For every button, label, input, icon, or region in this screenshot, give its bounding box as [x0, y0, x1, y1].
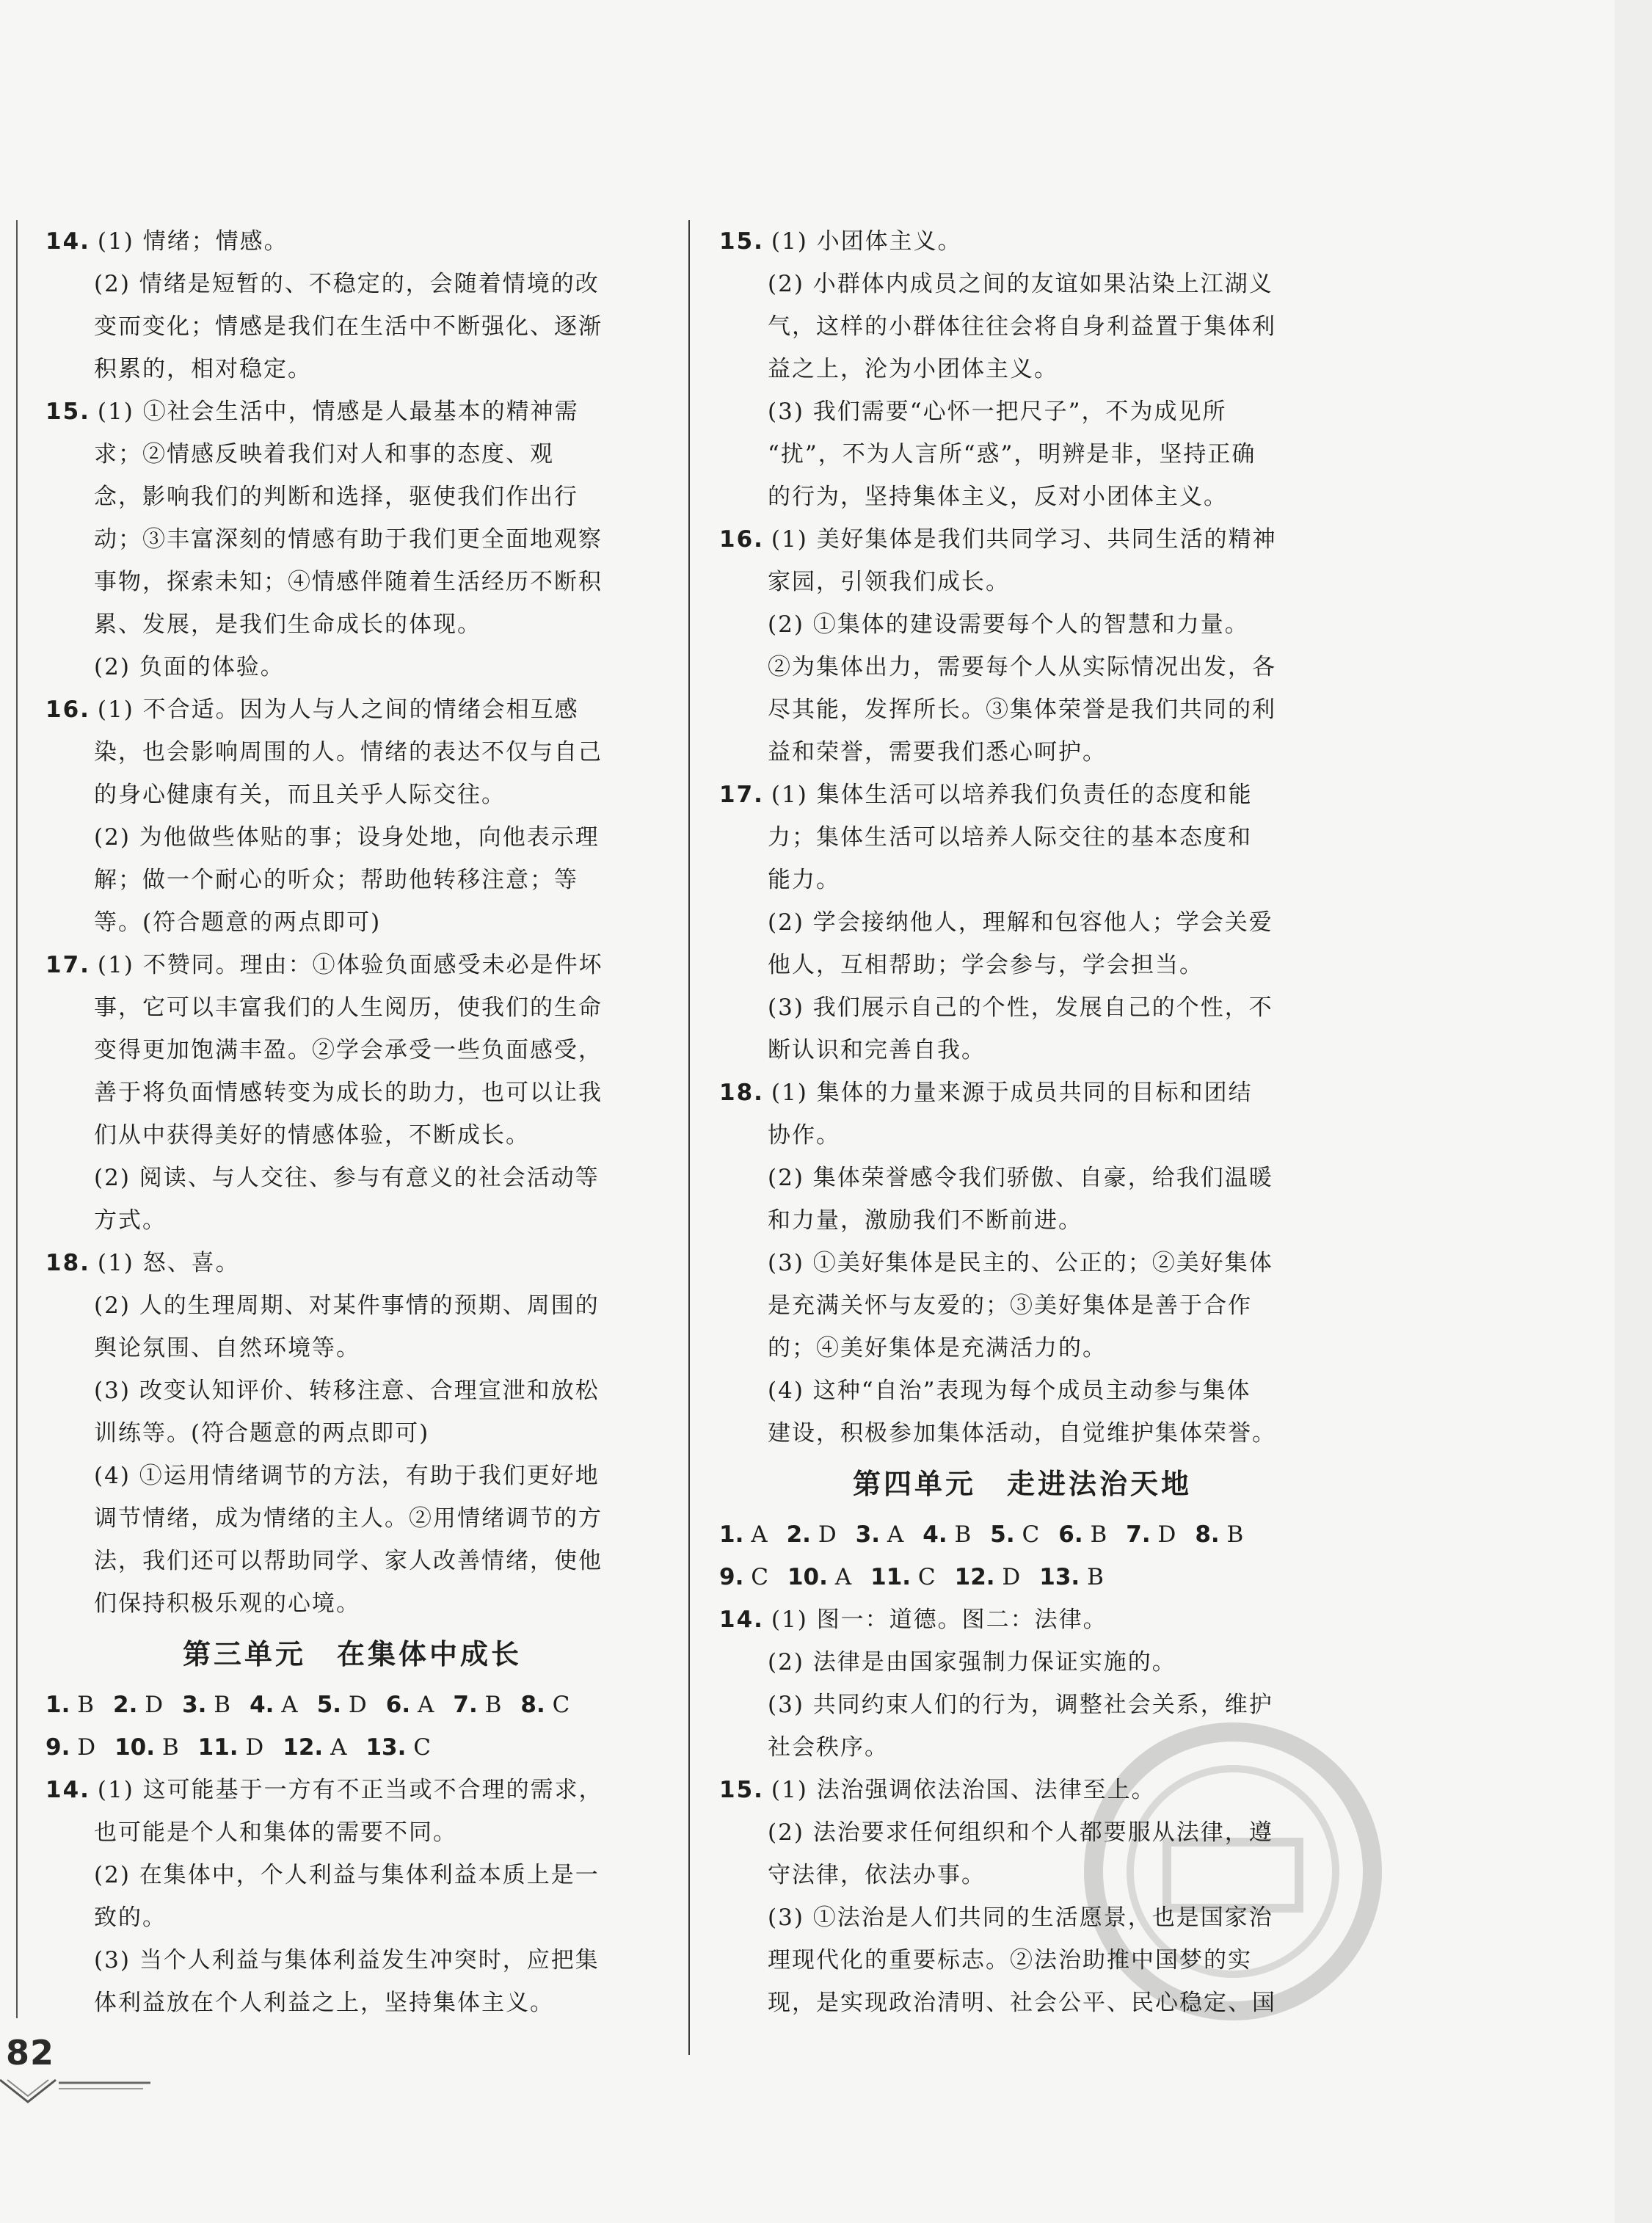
choice-letter: D [145, 1692, 164, 1718]
choice-number: 10. [114, 1734, 155, 1761]
sub-answer-line: (2) 法治要求任何组织和个人都要服从法律，遵 [768, 1819, 1273, 1846]
question-answer-line [29, 1769, 675, 1811]
sub-answer-line: (3) 当个人利益与集体利益发生冲突时，应把集 [94, 1947, 600, 1973]
answer-text: (1) 这可能基于一方有不正当或不合理的需求， [97, 1777, 603, 1803]
answer-continuation-line: 气，这样的小群体往往会将自身利益置于集体利 [768, 313, 1276, 340]
answer-continuation-line: 现，是实现政治清明、社会公平、民心稳定、国 [768, 1990, 1276, 2016]
question-number: 14. [719, 1607, 764, 1633]
choice-number: 10. [787, 1564, 828, 1590]
column-divider [688, 220, 690, 2055]
answer-continuation-line: 尽其能，发挥所长。③集体荣誉是我们共同的利 [768, 696, 1276, 723]
answer-continuation-line: 累、发展，是我们生命成长的体现。 [94, 611, 481, 638]
answer-continuation-line: 力；集体生活可以培养人际交往的基本态度和 [768, 824, 1252, 851]
sub-answer-line: (2) 为他做些体贴的事；设身处地，向他表示理 [94, 824, 600, 851]
choice-number: 13. [365, 1734, 407, 1761]
sub-answer-line: (2) 法律是由国家强制力保证实施的。 [768, 1649, 1176, 1676]
choice-letter: B [161, 1734, 179, 1761]
answer-continuation-line: 家园，引领我们成长。 [768, 569, 1010, 595]
answer-continuation-line: 益和荣誉，需要我们悉心呵护。 [768, 739, 1107, 765]
choice-letter: C [413, 1734, 431, 1761]
sub-answer-line: (3) ①美好集体是民主的、公正的；②美好集体 [768, 1250, 1273, 1276]
question-answer-line [703, 1072, 1342, 1114]
choice-number: 7. [453, 1692, 478, 1718]
choice-answer [1039, 1564, 1104, 1590]
choice-number: 4. [250, 1692, 274, 1718]
choice-number: 9. [719, 1564, 744, 1590]
choice-letter: D [1002, 1564, 1021, 1590]
answer-continuation-line: 的；④美好集体是充满活力的。 [768, 1335, 1107, 1361]
sub-answer-line: (2) 负面的体验。 [94, 654, 285, 680]
question-answer-line [703, 518, 1342, 561]
choice-letter: A [834, 1564, 852, 1590]
question-number: 18. [46, 1250, 90, 1276]
choice-letter: D [1157, 1521, 1176, 1548]
question-number: 17. [46, 952, 90, 978]
choice-letter: A [330, 1734, 347, 1761]
answer-continuation-line: 等。(符合题意的两点即可) [94, 909, 382, 936]
choice-number: 8. [1195, 1521, 1220, 1548]
sub-answer-line: (2) 情绪是短暂的、不稳定的，会随着情境的改 [94, 271, 600, 297]
choice-answer [198, 1734, 264, 1761]
answer-text: (1) 情绪；情感。 [97, 228, 288, 255]
choice-letter: A [887, 1521, 904, 1548]
choice-letter: A [417, 1692, 434, 1718]
answer-continuation-line: 断认识和完善自我。 [768, 1037, 986, 1063]
choice-answer-row [703, 1556, 1342, 1598]
choice-number: 5. [990, 1521, 1015, 1548]
choice-letter: A [281, 1692, 298, 1718]
answer-text: (1) 图一：道德。图二：法律。 [771, 1607, 1107, 1633]
sub-answer-line: (2) 人的生理周期、对某件事情的预期、周围的 [94, 1292, 600, 1319]
answer-continuation-line: 的身心健康有关，而且关乎人际交往。 [94, 782, 506, 808]
sub-answer-line: (3) 我们展示自己的个性，发展自己的个性，不 [768, 994, 1273, 1021]
page-number: 82 [6, 2033, 55, 2073]
choice-number: 12. [283, 1734, 324, 1761]
answer-continuation-line: 他人，互相帮助；学会参与，学会担当。 [768, 952, 1204, 978]
choice-letter: D [348, 1692, 367, 1718]
choice-answer [365, 1734, 431, 1761]
choice-answer [182, 1692, 230, 1718]
choice-number: 2. [786, 1521, 811, 1548]
answer-continuation-line: 能力。 [768, 867, 840, 893]
choice-letter: C [552, 1692, 570, 1718]
left-margin-rule [16, 220, 18, 2018]
choice-answer [1195, 1521, 1243, 1548]
answer-continuation-line: 和力量，激励我们不断前进。 [768, 1207, 1082, 1234]
answer-continuation-line: 是充满关怀与友爱的；③美好集体是善于合作 [768, 1292, 1252, 1319]
choice-letter: C [917, 1564, 936, 1590]
answer-continuation-line: 变而变化；情感是我们在生活中不断强化、逐渐 [94, 313, 603, 340]
choice-answer [1058, 1521, 1107, 1548]
question-answer-line [703, 774, 1342, 816]
question-number: 14. [46, 1777, 90, 1803]
answer-continuation-line: 念，影响我们的判断和选择，驱使我们作出行 [94, 484, 578, 510]
choice-answer [719, 1521, 768, 1548]
sub-answer-line: (2) 在集体中，个人利益与集体利益本质上是一 [94, 1862, 600, 1888]
answer-continuation-line: 调节情绪，成为情绪的主人。②用情绪调节的方 [94, 1505, 603, 1532]
choice-letter: D [245, 1734, 264, 1761]
answer-text: (1) 法治强调依法治国、法律至上。 [771, 1777, 1156, 1803]
question-number: 16. [46, 696, 90, 723]
left-answer-column [29, 220, 675, 2024]
sub-answer-line: (2) 小群体内成员之间的友谊如果沾染上江湖义 [768, 271, 1273, 297]
choice-letter: B [1226, 1521, 1244, 1548]
answer-continuation-line: 们保持积极乐观的心境。 [94, 1590, 360, 1617]
choice-answer [283, 1734, 346, 1761]
choice-answer-row [29, 1726, 675, 1769]
choice-number: 8. [520, 1692, 545, 1718]
question-number: 16. [719, 526, 764, 553]
sub-answer-line: (2) 阅读、与人交往、参与有意义的社会活动等 [94, 1165, 600, 1191]
answer-continuation-line: 致的。 [94, 1904, 167, 1931]
question-answer-line [703, 1769, 1342, 1811]
answer-continuation-line: 训练等。(符合题意的两点即可) [94, 1420, 430, 1447]
answer-text: (1) 不合适。因为人与人之间的情绪会相互感 [97, 696, 579, 723]
choice-answer [955, 1564, 1021, 1590]
choice-answer [787, 1564, 851, 1590]
question-answer-line [29, 1242, 675, 1284]
choice-letter: D [77, 1734, 96, 1761]
choice-answer [453, 1692, 501, 1718]
question-number: 15. [719, 1777, 764, 1803]
choice-answer [1126, 1521, 1176, 1548]
answer-continuation-line: 也可能是个人和集体的需要不同。 [94, 1819, 457, 1846]
answer-continuation-line: 益之上，沦为小团体主义。 [768, 356, 1058, 382]
choice-answer-row [703, 1513, 1342, 1556]
sub-answer-line: (3) 改变认知评价、转移注意、合理宣泄和放松 [94, 1378, 600, 1404]
choice-letter: B [1087, 1564, 1104, 1590]
answer-continuation-line: 守法律，依法办事。 [768, 1862, 986, 1888]
choice-answer-row [29, 1684, 675, 1726]
question-answer-line [703, 220, 1342, 263]
right-answer-column [703, 220, 1342, 2024]
choice-answer [46, 1692, 94, 1718]
unit-heading: 第三单元 在集体中成长 [182, 1638, 522, 1670]
answer-continuation-line: ②为集体出力，需要每个人从实际情况出发，各 [768, 654, 1276, 680]
question-number: 14. [46, 228, 90, 255]
sub-answer-line: (4) 这种“自治”表现为每个成员主动参与集体 [768, 1378, 1251, 1404]
question-number: 15. [719, 228, 764, 255]
sub-answer-line: (2) 学会接纳他人，理解和包容他人；学会关爱 [768, 909, 1273, 936]
answer-continuation-line: 的行为，坚持集体主义，反对小团体主义。 [768, 484, 1228, 510]
choice-answer [250, 1692, 298, 1718]
choice-letter: B [1090, 1521, 1107, 1548]
choice-number: 1. [46, 1692, 70, 1718]
question-answer-line [29, 688, 675, 731]
answer-continuation-line: 体利益放在个人利益之上，坚持集体主义。 [94, 1990, 554, 2016]
question-answer-line [29, 390, 675, 433]
choice-letter: B [484, 1692, 502, 1718]
sub-answer-line: (2) ①集体的建设需要每个人的智慧和力量。 [768, 611, 1249, 638]
choice-letter: B [214, 1692, 231, 1718]
answer-continuation-line: 解；做一个耐心的听众；帮助他转移注意；等 [94, 867, 578, 893]
sub-answer-line: (2) 集体荣誉感令我们骄傲、自豪，给我们温暖 [768, 1165, 1273, 1191]
choice-answer [923, 1521, 971, 1548]
choice-letter: C [751, 1564, 768, 1590]
answer-text: (1) 不赞同。理由：①体验负面感受未必是件坏 [97, 952, 603, 978]
answer-continuation-line: “扰”，不为人言所“惑”，明辨是非，坚持正确 [768, 441, 1256, 467]
choice-answer [386, 1692, 434, 1718]
answer-text: (1) ①社会生活中，情感是人最基本的精神需 [97, 399, 579, 425]
choice-letter: B [954, 1521, 972, 1548]
choice-answer [870, 1564, 936, 1590]
question-number: 18. [719, 1080, 764, 1106]
choice-letter: B [77, 1692, 94, 1718]
choice-number: 3. [855, 1521, 881, 1548]
answer-continuation-line: 积累的，相对稳定。 [94, 356, 312, 382]
answer-text: (1) 集体生活可以培养我们负责任的态度和能 [771, 782, 1253, 808]
choice-answer [46, 1734, 95, 1761]
answer-text: (1) 怒、喜。 [97, 1250, 240, 1276]
answer-text: (1) 美好集体是我们共同学习、共同生活的精神 [771, 526, 1277, 553]
choice-letter: C [1022, 1521, 1040, 1548]
choice-answer [317, 1692, 367, 1718]
choice-number: 4. [923, 1521, 947, 1548]
choice-answer [787, 1521, 837, 1548]
answer-text: (1) 小团体主义。 [771, 228, 962, 255]
sub-answer-line: (3) ①法治是人们共同的生活愿景，也是国家治 [768, 1904, 1273, 1931]
choice-number: 11. [870, 1564, 911, 1590]
answer-continuation-line: 求；②情感反映着我们对人和事的态度、观 [94, 441, 554, 467]
choice-letter: A [751, 1521, 768, 1548]
choice-answer [113, 1692, 163, 1718]
choice-answer [856, 1521, 904, 1548]
choice-number: 2. [113, 1692, 138, 1718]
choice-answer [114, 1734, 179, 1761]
choice-number: 11. [197, 1734, 239, 1761]
answer-continuation-line: 染，也会影响周围的人。情绪的表达不仅与自己 [94, 739, 603, 765]
question-answer-line [29, 220, 675, 263]
answer-continuation-line: 舆论氛围、自然环境等。 [94, 1335, 360, 1361]
choice-letter: D [818, 1521, 837, 1548]
answer-continuation-line: 社会秩序。 [768, 1734, 889, 1761]
question-number: 15. [46, 399, 90, 425]
answer-continuation-line: 事，它可以丰富我们的人生阅历，使我们的生命 [94, 994, 603, 1021]
choice-answer [990, 1521, 1039, 1548]
question-answer-line [29, 944, 675, 986]
answer-continuation-line: 们从中获得美好的情感体验，不断成长。 [94, 1122, 530, 1149]
answer-continuation-line: 方式。 [94, 1207, 167, 1234]
answer-continuation-line: 善于将负面情感转变为成长的助力，也可以让我 [94, 1080, 603, 1106]
choice-number: 3. [182, 1692, 207, 1718]
sub-answer-line: (3) 共同约束人们的行为，调整社会关系，维护 [768, 1692, 1273, 1718]
choice-number: 9. [46, 1734, 70, 1761]
choice-number: 6. [1058, 1521, 1083, 1548]
sub-answer-line: (4) ①运用情绪调节的方法，有助于我们更好地 [94, 1463, 600, 1489]
choice-answer [719, 1564, 768, 1590]
answer-continuation-line: 变得更加饱满丰盈。②学会承受一些负面感受， [94, 1037, 603, 1063]
question-answer-line [703, 1598, 1342, 1641]
answer-continuation-line: 法，我们还可以帮助同学、家人改善情绪，使他 [94, 1548, 603, 1574]
choice-number: 5. [316, 1692, 342, 1718]
page-edge-shadow [1615, 0, 1652, 2223]
answer-continuation-line: 动；③丰富深刻的情感有助于我们更全面地观察 [94, 526, 603, 553]
choice-number: 7. [1126, 1521, 1151, 1548]
answer-continuation-line: 理现代化的重要标志。②法治助推中国梦的实 [768, 1947, 1252, 1973]
answer-continuation-line: 协作。 [768, 1122, 840, 1149]
choice-number: 12. [954, 1564, 995, 1590]
choice-answer [520, 1692, 570, 1718]
unit-heading: 第四单元 走进法治天地 [852, 1468, 1192, 1500]
answer-continuation-line: 建设，积极参加集体活动，自觉维护集体荣誉。 [768, 1420, 1276, 1447]
sub-answer-line: (3) 我们需要“心怀一把尺子”，不为成见所 [768, 399, 1227, 425]
choice-number: 6. [385, 1692, 411, 1718]
choice-number: 13. [1039, 1564, 1080, 1590]
question-number: 17. [719, 782, 764, 808]
answer-continuation-line: 事物，探索未知；④情感伴随着生活经历不断积 [94, 569, 603, 595]
answer-text: (1) 集体的力量来源于成员共同的目标和团结 [771, 1080, 1253, 1106]
choice-number: 1. [719, 1521, 744, 1548]
footer-chevron-icon [0, 2077, 154, 2106]
